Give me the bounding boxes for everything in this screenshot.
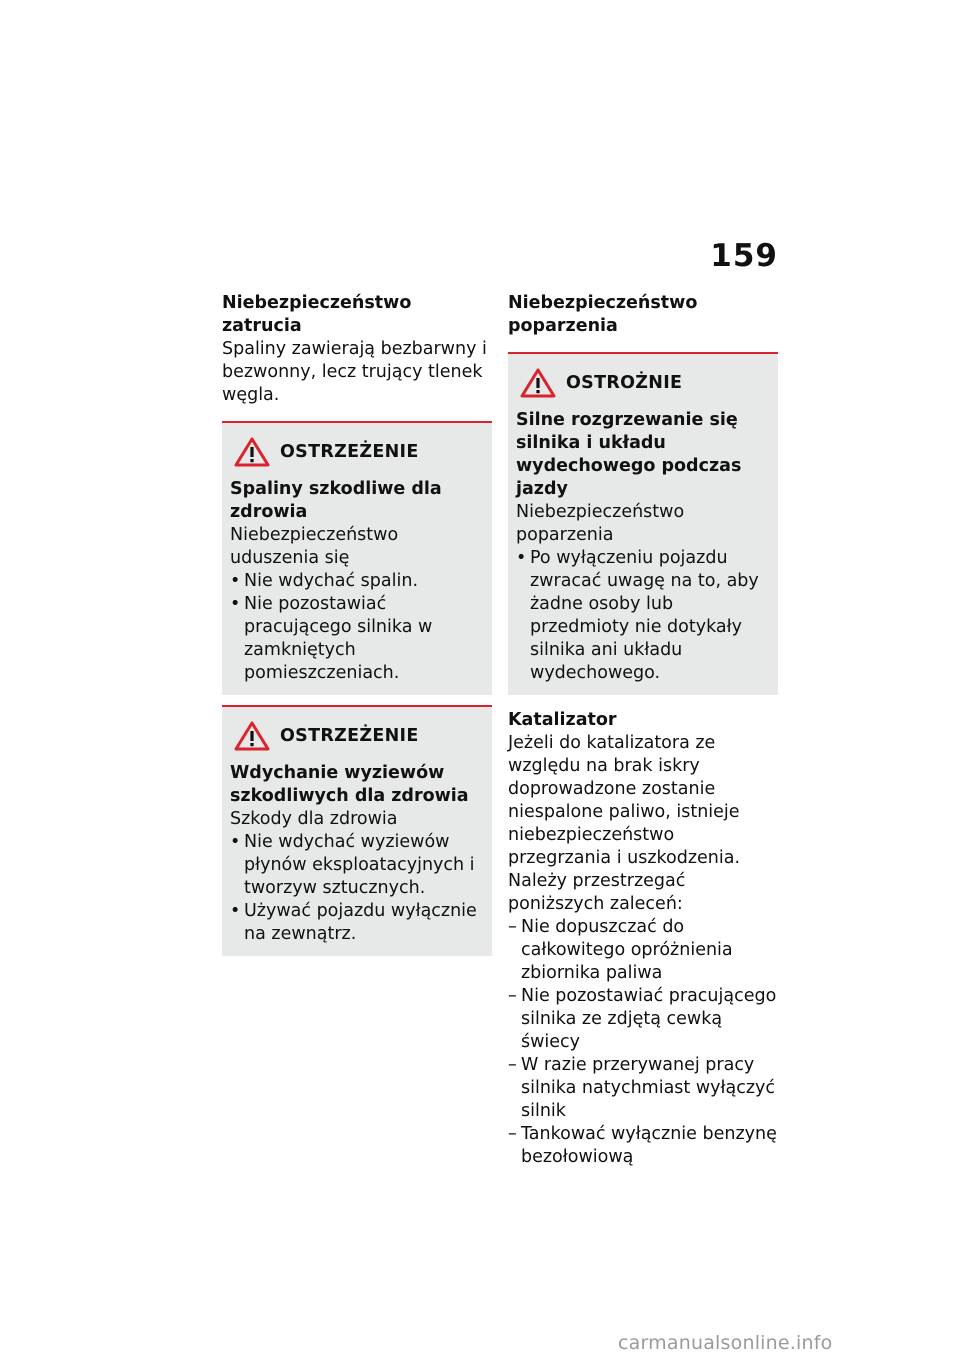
caution-title: Silne rozgrzewanie się silnika i układu wydechowego podczas jazdy <box>516 410 742 499</box>
section-title-burns: Niebezpieczeństwo poparzenia <box>508 293 698 336</box>
watermark: carmanualsonline.info <box>618 1332 833 1354</box>
warning-title: Wdychanie wyziewów szkodliwych dla zdrowia <box>230 763 469 806</box>
warning-title: Spaliny szkodliwe dla zdrowia <box>230 479 442 522</box>
warning-subtitle: Niebezpieczeństwo uduszenia się <box>230 525 399 568</box>
caution-box-heat <box>508 352 778 695</box>
warning-subtitle: Szkody dla zdrowia <box>230 809 398 829</box>
warning-bullet: • Używać pojazdu wyłącznie na zewnątrz. <box>230 900 484 946</box>
catalyst-list-item: – Nie dopuszczać do całkowitego opróżnienia zbiornika paliwa <box>508 916 778 985</box>
catalyst-paragraph: Jeżeli do katalizatora ze względu na brak iskry doprowadzone zostanie niespalone paliwo, istnieje niebezpieczeństwo przegrzania i uszkodzenia. <box>508 733 741 868</box>
warning-triangle-icon <box>234 437 270 467</box>
catalyst-list-item: – Nie pozostawiać pracującego silnika ze zdjętą cewką świecy <box>508 985 778 1054</box>
warning-box-fumes <box>222 705 492 956</box>
section-title-catalyst: Katalizator <box>508 710 617 730</box>
caution-bullet: • Po wyłączeniu pojazdu zwracać uwagę na to, aby żadne osoby lub przedmioty nie dotykały silnika ani układu wydechowego. <box>516 547 770 685</box>
section-title-poisoning: Niebezpieczeństwo zatrucia <box>222 293 412 336</box>
warning-bullet: • Nie pozostawiać pracującego silnika w zamkniętych pomieszczeniach. <box>230 593 484 685</box>
warning-bullet: • Nie wdychać wyziewów płynów eksploatacyjnych i tworzyw sztucznych. <box>230 831 484 900</box>
warning-label: OSTRZEŻENIE <box>280 726 419 746</box>
warning-bullet: • Nie wdychać spalin. <box>230 570 484 593</box>
right-column <box>508 292 778 1169</box>
warning-box-exhaust <box>222 421 492 695</box>
caution-subtitle: Niebezpieczeństwo poparzenia <box>516 502 685 545</box>
warning-triangle-icon <box>234 721 270 751</box>
warning-triangle-icon <box>520 368 556 398</box>
catalyst-list-item: – Tankować wyłącznie benzynę bezołowiową <box>508 1123 778 1169</box>
warning-label: OSTRZEŻENIE <box>280 442 419 462</box>
caution-label: OSTROŻNIE <box>566 373 683 393</box>
catalyst-list-item: – W razie przerywanej pracy silnika natychmiast wyłączyć silnik <box>508 1054 778 1123</box>
page-number: 159 <box>710 238 778 274</box>
left-column <box>222 292 492 956</box>
section-intro-poisoning: Spaliny zawierają bezbarwny i bezwonny, lecz trujący tlenek węgla. <box>222 339 487 405</box>
catalyst-instruction: Należy przestrzegać poniższych zaleceń: <box>508 871 686 914</box>
